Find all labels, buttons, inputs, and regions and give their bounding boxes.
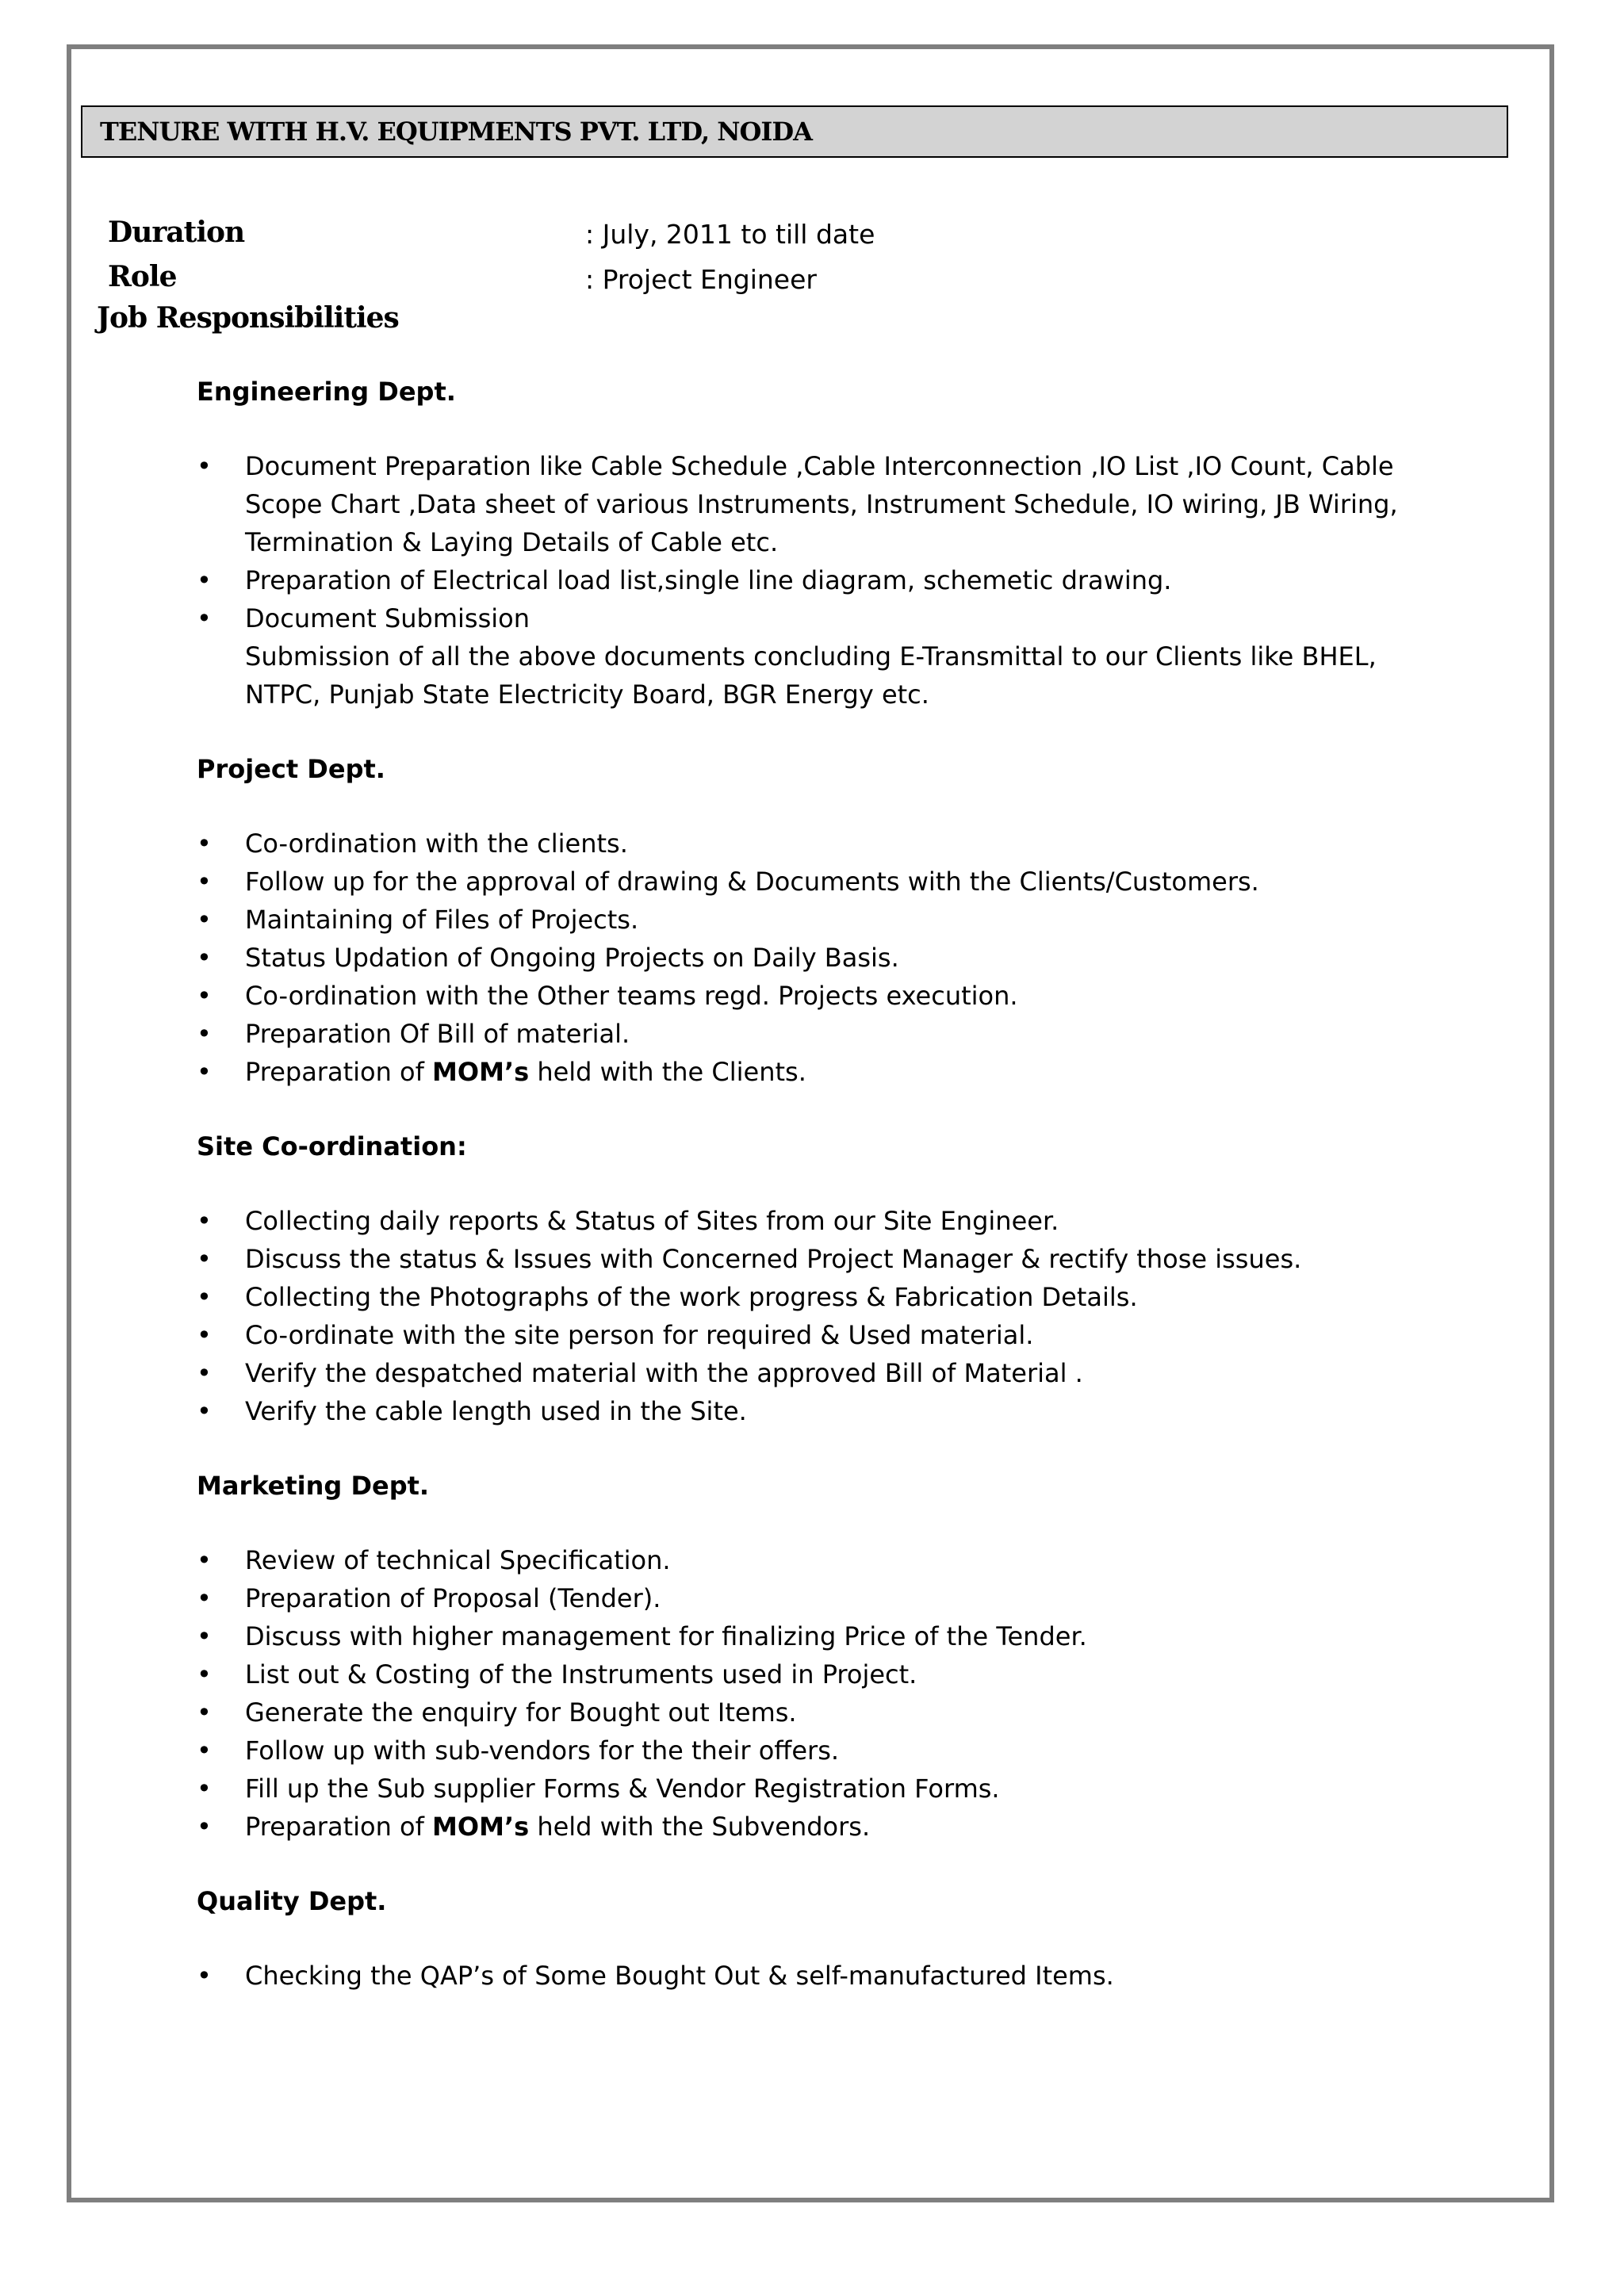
bullet-icon: • <box>197 828 212 859</box>
engineering-section <box>197 373 1529 714</box>
list-item: • Co-ordination with the clients. <box>197 825 1529 863</box>
list-item: • List out & Costing of the Instruments used in Project. <box>197 1655 1529 1693</box>
bullet-icon: • <box>197 1206 212 1236</box>
list-item: • Discuss with higher management for finalizing Price of the Tender. <box>197 1617 1529 1655</box>
list-item: • Checking the QAP’s of Some Bought Out & self-manufactured Items. <box>197 1957 1529 1995</box>
list-item: • Review of technical Specification. <box>197 1541 1529 1579</box>
duration-value: : July, 2011 to till date <box>585 219 875 250</box>
site-heading: Site Co-ordination: <box>197 1131 467 1161</box>
list-item: • Co-ordination with the Other teams regd. Projects execution. <box>197 977 1529 1015</box>
bullet-icon: • <box>197 1057 212 1087</box>
quality-section <box>197 1882 1529 1995</box>
bullet-icon: • <box>197 1812 212 1842</box>
list-item: • Generate the enquiry for Bought out Items. <box>197 1693 1529 1732</box>
marketing-section <box>197 1467 1529 1846</box>
role-value: : Project Engineer <box>585 264 817 295</box>
bullet-icon: • <box>197 603 212 633</box>
project-section <box>197 750 1529 1091</box>
marketing-heading: Marketing Dept. <box>197 1471 430 1501</box>
list-item: • Document Preparation like Cable Schedule ,Cable Interconnection ,IO List ,IO Count, Cable Scope Chart ,Data sheet of various Instruments, Instrument Schedule, IO wiring, JB Wiring, Termination & Laying Details of Cable etc. <box>197 447 1529 561</box>
section-title-box <box>81 105 1508 158</box>
bullet-icon: • <box>197 1282 212 1312</box>
bullet-icon: • <box>197 1697 212 1728</box>
duration-label: Duration <box>108 216 245 249</box>
list-item: • Verify the despatched material with the approved Bill of Material . <box>197 1354 1529 1392</box>
list-item: • Maintaining of Files of Projects. <box>197 901 1529 939</box>
bullet-icon: • <box>197 981 212 1011</box>
bullet-icon: • <box>197 1396 212 1426</box>
list-item: • Collecting the Photographs of the work progress & Fabrication Details. <box>197 1278 1529 1316</box>
list-item: • Follow up with sub-vendors for the their offers. <box>197 1732 1529 1770</box>
bullet-icon: • <box>197 1545 212 1575</box>
bullet-icon: • <box>197 1320 212 1350</box>
list-item: • Preparation of Proposal (Tender). <box>197 1579 1529 1617</box>
list-item: • Follow up for the approval of drawing & Documents with the Clients/Customers. <box>197 863 1529 901</box>
role-label: Role <box>108 260 177 293</box>
bullet-icon: • <box>197 1659 212 1689</box>
list-item: • Verify the cable length used in the Site. <box>197 1392 1529 1430</box>
list-item: • Document Submission Submission of all the above documents concluding E-Transmittal to our Clients like BHEL, NTPC, Punjab State Electricity Board, BGR Energy etc. <box>197 599 1529 714</box>
list-item: • Preparation Of Bill of material. <box>197 1015 1529 1053</box>
marketing-list <box>197 1541 1529 1846</box>
list-item: • Preparation of MOM’s held with the Clients. <box>197 1053 1529 1091</box>
project-list <box>197 825 1529 1091</box>
project-heading: Project Dept. <box>197 754 385 784</box>
list-item: • Status Updation of Ongoing Projects on Daily Basis. <box>197 939 1529 977</box>
bullet-icon: • <box>197 867 212 897</box>
bullet-icon: • <box>197 1774 212 1804</box>
job-responsibilities-label: Job Responsibilities <box>97 301 399 335</box>
bullet-icon: • <box>197 1735 212 1766</box>
section-title: TENURE WITH H.V. EQUIPMENTS PVT. LTD, NOIDA <box>100 117 812 147</box>
list-item: • Preparation of Electrical load list,single line diagram, schemetic drawing. <box>197 561 1529 599</box>
quality-list <box>197 1957 1529 1995</box>
bullet-icon: • <box>197 451 212 481</box>
bullet-icon: • <box>197 905 212 935</box>
list-item: • Discuss the status & Issues with Concerned Project Manager & rectify those issues. <box>197 1240 1529 1278</box>
list-item: • Collecting daily reports & Status of Sites from our Site Engineer. <box>197 1202 1529 1240</box>
engineering-list <box>197 447 1529 714</box>
quality-heading: Quality Dept. <box>197 1886 387 1916</box>
bullet-icon: • <box>197 1019 212 1049</box>
bullet-icon: • <box>197 1621 212 1651</box>
bullet-icon: • <box>197 943 212 973</box>
list-item: • Preparation of MOM’s held with the Subvendors. <box>197 1808 1529 1846</box>
bullet-icon: • <box>197 1244 212 1274</box>
bullet-icon: • <box>197 1358 212 1388</box>
list-item: • Fill up the Sub supplier Forms & Vendor Registration Forms. <box>197 1770 1529 1808</box>
list-item: • Co-ordinate with the site person for required & Used material. <box>197 1316 1529 1354</box>
responsibilities-content <box>197 373 1529 2031</box>
bullet-icon: • <box>197 565 212 595</box>
engineering-heading: Engineering Dept. <box>197 377 456 407</box>
site-list <box>197 1202 1529 1430</box>
site-section <box>197 1127 1529 1430</box>
bullet-icon: • <box>197 1583 212 1613</box>
bullet-icon: • <box>197 1961 212 1991</box>
